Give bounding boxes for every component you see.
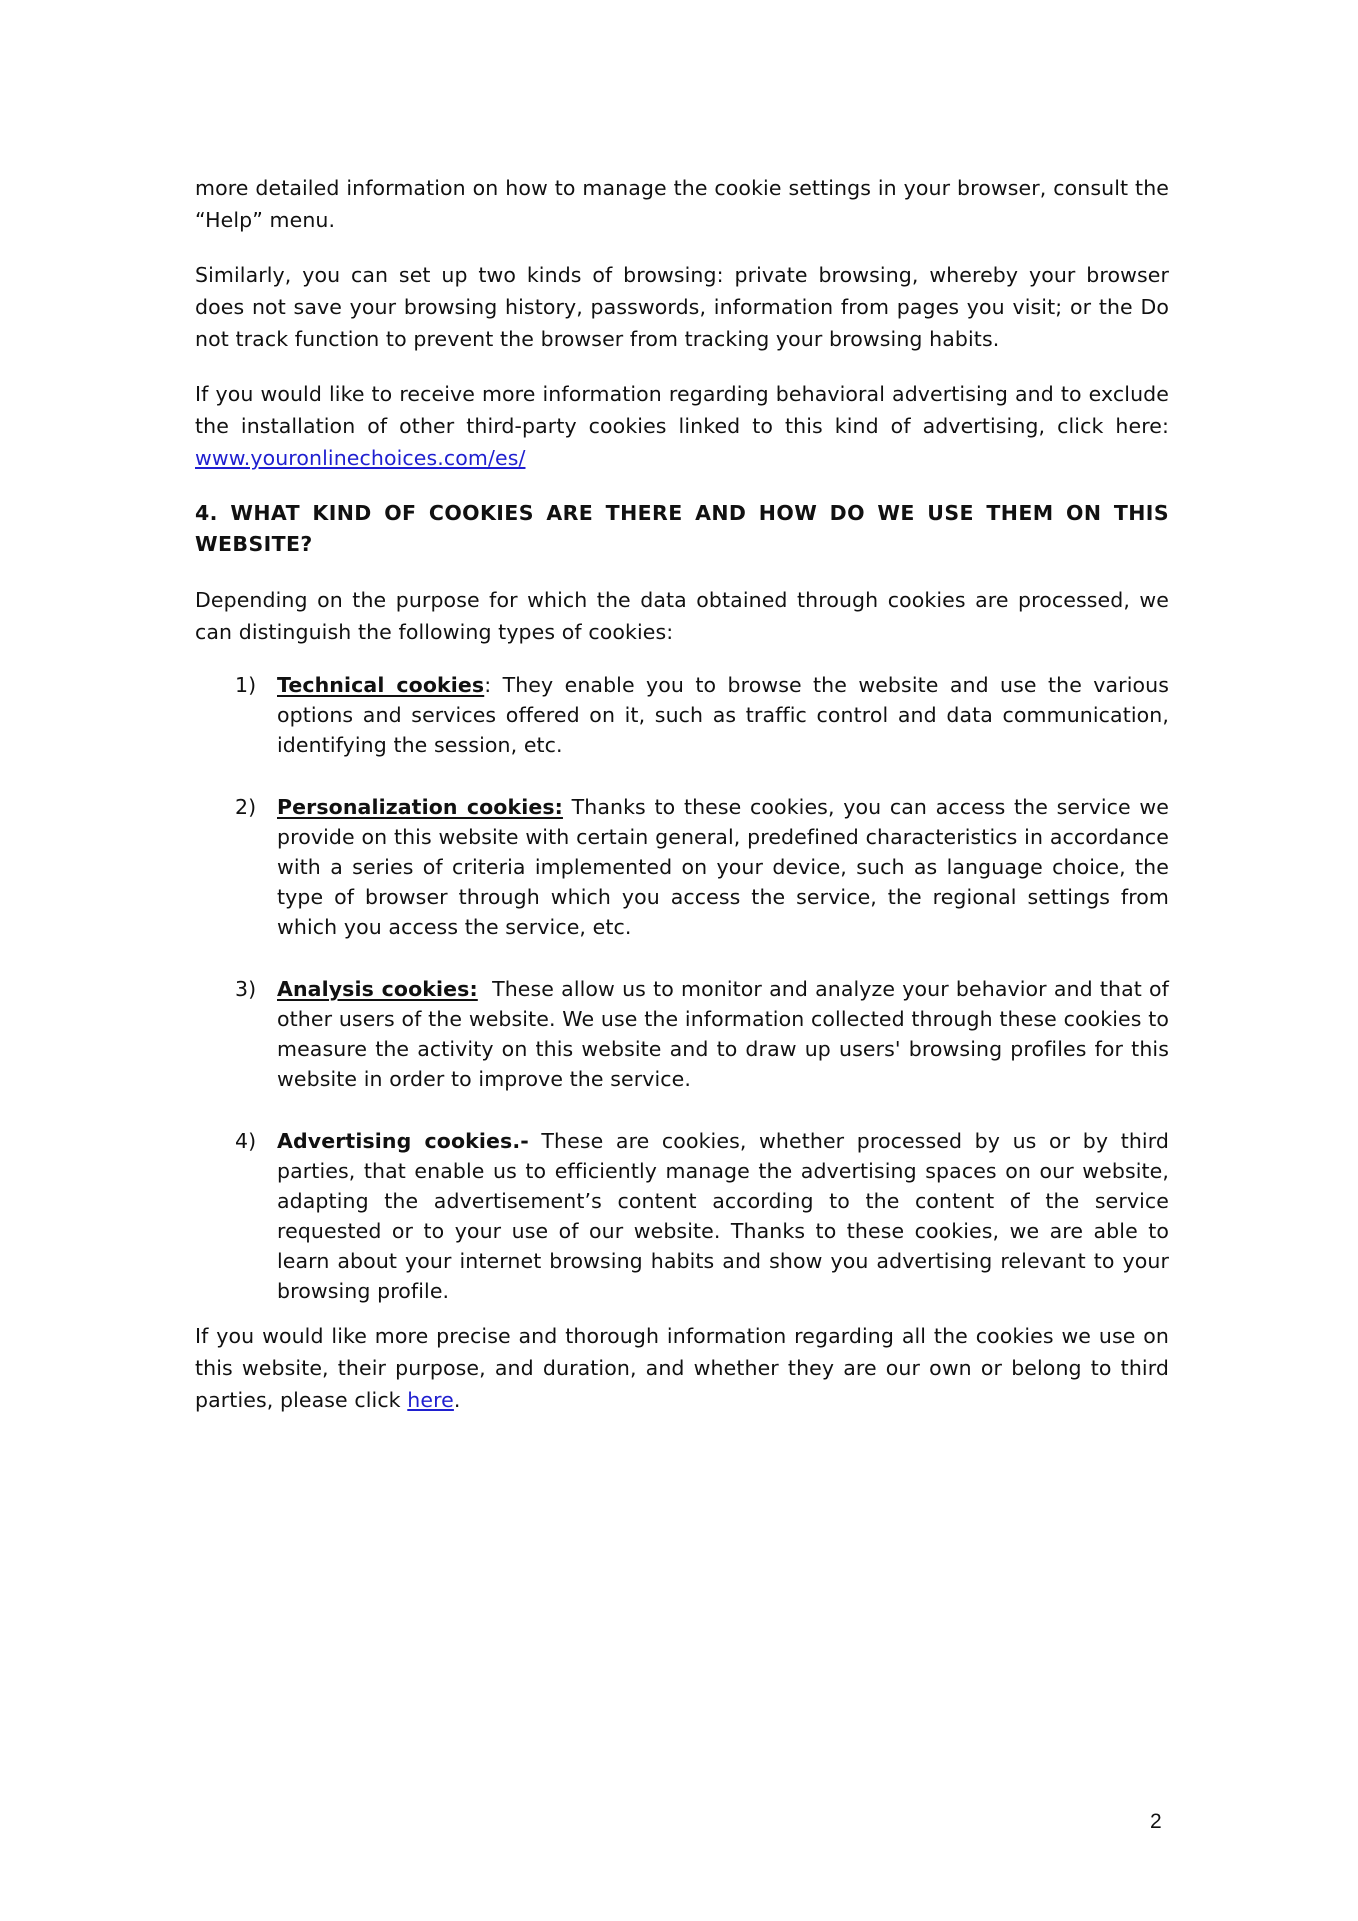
- section-heading: 4. WHAT KIND OF COOKIES ARE THERE AND HOW DO WE USE THEM ON THIS WEBSITE?: [195, 501, 1169, 556]
- cookie-type-term: Analysis cookies:: [277, 977, 478, 1001]
- page-number: 2: [1150, 1810, 1162, 1833]
- types-intro-paragraph: Depending on the purpose for which the data obtained through cookies are processed, we can distinguish the following types of cookies:: [195, 588, 1169, 644]
- cookie-type-technical: [195, 670, 1169, 760]
- intro-paragraph: more detailed information on how to manage the cookie settings in your browser, consult the “Help” menu.: [195, 176, 1169, 232]
- youronlinechoices-link[interactable]: www.youronlinechoices.com/es/: [195, 446, 526, 470]
- closing-paragraph-period: .: [453, 1388, 461, 1412]
- cookie-type-description: These are cookies, whether processed by us or by third parties, that enable us to efficiently manage the advertising spaces on our website, adapting the advertisement’s content according to the content of the service requested or to your use of our website. Thanks to these cookies, we are able to learn about your internet browsing habits and show you advertising relevant to your browsing profile.: [277, 1129, 1169, 1303]
- cookie-type-term: Advertising cookies.-: [277, 1129, 529, 1153]
- cookie-type-advertising: [195, 1126, 1169, 1306]
- cookie-type-description: Thanks to these cookies, you can access the service we provide on this website with certain general, predefined characteristics in accordance with a series of criteria implemented on your device, such as language choice, the type of browser through which you access the service, the regional settings from which you access the service, etc.: [277, 795, 1169, 939]
- advertising-paragraph-text: If you would like to receive more information regarding behavioral advertising and to exclude the installation of other third-party cookies linked to this kind of advertising, click here:: [195, 382, 1169, 438]
- cookie-type-description: They enable you to browse the website and use the various options and services offered on it, such as traffic control and data communication, identifying the session, etc.: [277, 673, 1170, 757]
- list-item-number: 4): [235, 1129, 257, 1153]
- browsing-paragraph: Similarly, you can set up two kinds of browsing: private browsing, whereby your browser does not save your browsing history, passwords, information from pages you visit; or the Do not track function to prevent the browser from tracking your browsing habits.: [195, 263, 1169, 351]
- document-body: [195, 172, 1176, 1416]
- cookie-type-analysis: [195, 974, 1176, 1094]
- cookie-types-list: [195, 670, 1176, 1306]
- cookie-details-here-link[interactable]: here: [407, 1388, 454, 1412]
- list-item-number: 3): [235, 977, 257, 1001]
- cookie-type-description: These allow us to monitor and analyze your behavior and that of other users of the website. We use the information collected through these cookies to measure the activity on this website and to draw up users' browsing profiles for this website in order to improve the service.: [277, 977, 1176, 1091]
- cookie-type-term: Technical cookies: [277, 673, 485, 697]
- advertising-paragraph: [195, 378, 1169, 474]
- list-item-number: 1): [235, 673, 257, 697]
- cookie-type-personalization: [195, 792, 1169, 942]
- cookie-type-term: Personalization cookies:: [277, 795, 563, 819]
- list-item-number: 2): [235, 795, 257, 819]
- cookie-type-separator: :: [484, 673, 492, 697]
- closing-paragraph-text: If you would like more precise and thorough information regarding all the cookies we use on this website, their purpose, and duration, and whether they are our own or belong to third parties, please click: [195, 1324, 1169, 1412]
- closing-paragraph: [195, 1320, 1169, 1416]
